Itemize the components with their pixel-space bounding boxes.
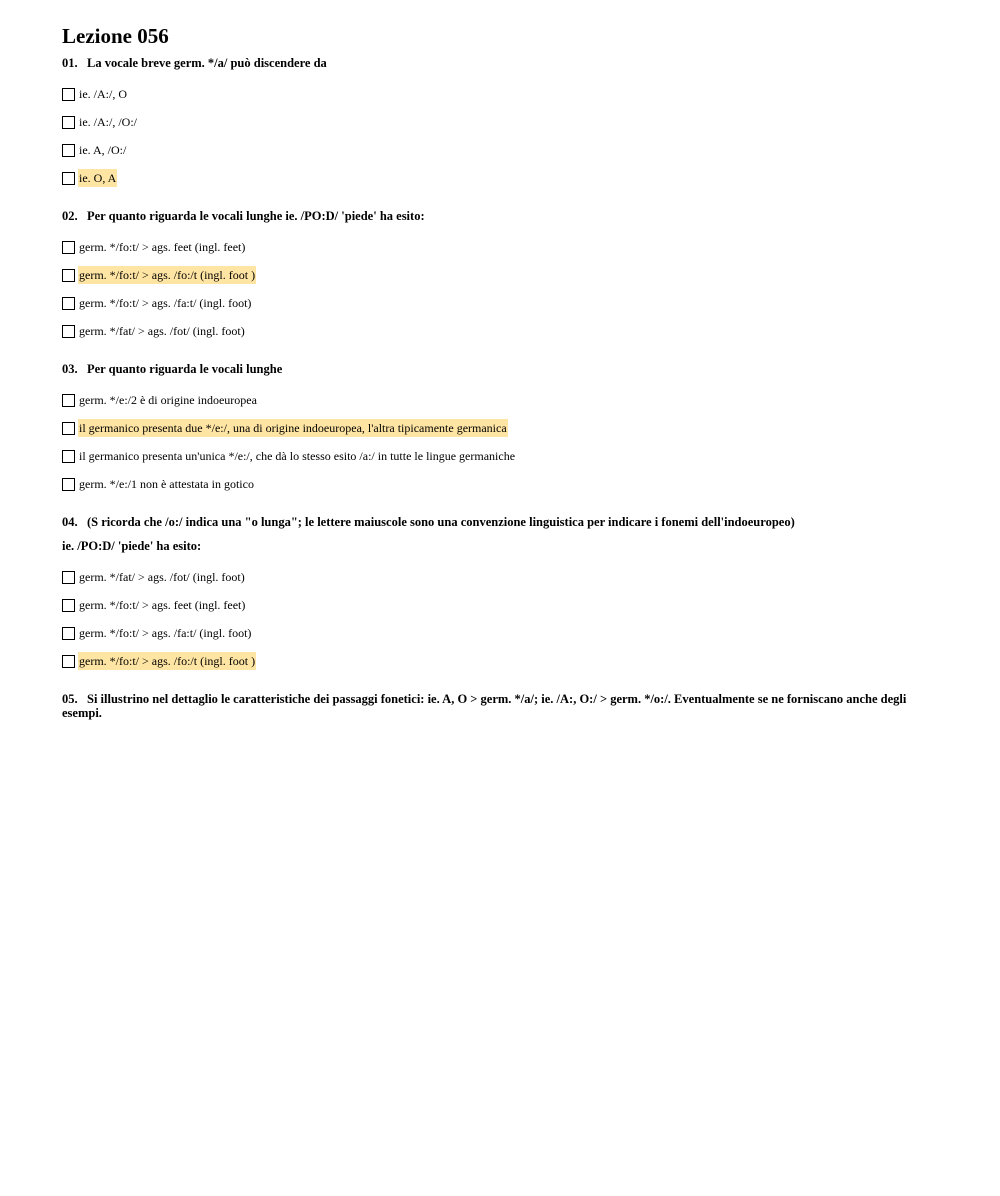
question-prompt: Per quanto riguarda le vocali lunghe ie. /PO:D/ 'piede' ha esito: [87,209,425,223]
answer-option[interactable] [62,108,942,136]
answer-text: germ. */fat/ > ags. /fot/ (ingl. foot) [79,570,245,584]
question-text [62,209,942,223]
answer-text-highlighted: germ. */fo:t/ > ags. /fo:/t (ingl. foot ) [79,268,256,282]
answer-text: germ. */fat/ > ags. /fot/ (ingl. foot) [79,324,245,338]
question-text [62,692,942,720]
answer-option[interactable] [62,261,942,289]
answer-checkbox[interactable] [62,144,75,157]
answer-text-highlighted: il germanico presenta due */e:/, una di origine indoeuropea, l'altra tipicamente germanica [79,421,507,435]
answer-checkbox[interactable] [62,571,75,584]
answer-checkbox[interactable] [62,627,75,640]
question-number: 05. [62,692,78,706]
question-1 [62,56,942,192]
answer-option[interactable] [62,317,942,345]
answer-checkbox[interactable] [62,655,75,668]
answer-checkbox[interactable] [62,325,75,338]
question-number: 03. [62,362,78,376]
answer-checkbox[interactable] [62,297,75,310]
question-prompt: La vocale breve germ. */a/ può discendere da [87,56,327,70]
answer-checkbox[interactable] [62,88,75,101]
answer-option[interactable] [62,442,942,470]
question-number: 01. [62,56,78,70]
question-subtext: ie. /PO:D/ 'piede' ha esito: [62,539,202,553]
answer-text-highlighted: germ. */fo:t/ > ags. /fo:/t (ingl. foot ) [79,654,256,668]
answer-checkbox[interactable] [62,269,75,282]
answer-list [62,80,942,192]
answer-list [62,233,942,345]
page-title: Lezione 056 [62,24,169,48]
answer-option[interactable] [62,591,942,619]
answer-checkbox[interactable] [62,172,75,185]
answer-list [62,386,942,498]
answer-option[interactable] [62,470,942,498]
question-number: 02. [62,209,78,223]
question-prompt: Per quanto riguarda le vocali lunghe [87,362,283,376]
answer-text: ie. A, /O:/ [79,143,127,157]
answer-text: germ. */fo:t/ > ags. /fa:t/ (ingl. foot) [79,296,252,310]
answer-checkbox[interactable] [62,599,75,612]
answer-checkbox[interactable] [62,241,75,254]
question-text [62,56,942,70]
question-text [62,515,942,529]
question-2 [62,209,942,345]
answer-option[interactable] [62,386,942,414]
question-number: 04. [62,515,78,529]
answer-checkbox[interactable] [62,450,75,463]
answer-text: germ. */fo:t/ > ags. feet (ingl. feet) [79,240,246,254]
question-prompt: (S ricorda che /o:/ indica una "o lunga"; le lettere maiuscole sono una convenzione linguistica per indicare i fonemi dell'indoeuropeo) [87,515,795,529]
answer-option[interactable] [62,136,942,164]
document-page [62,22,942,730]
answer-text: germ. */fo:t/ > ags. feet (ingl. feet) [79,598,246,612]
question-text [62,362,942,376]
question-3 [62,362,942,498]
answer-text: germ. */e:/1 non è attestata in gotico [79,477,254,491]
answer-text-highlighted: ie. O, A [79,171,117,185]
answer-checkbox[interactable] [62,422,75,435]
answer-text: germ. */e:/2 è di origine indoeuropea [79,393,257,407]
answer-list [62,563,942,675]
question-4 [62,515,942,675]
answer-option[interactable] [62,619,942,647]
answer-option[interactable] [62,563,942,591]
answer-option[interactable] [62,414,942,442]
answer-checkbox[interactable] [62,478,75,491]
answer-option[interactable] [62,80,942,108]
answer-text: ie. /A:/, O [79,87,127,101]
questions-list [62,56,942,720]
question-prompt: Si illustrino nel dettaglio le caratteristiche dei passaggi fonetici: ie. A, O > germ. */a/; ie. /A:, O:/ > germ. */o:/. Eventualmente se ne forniscano anche degli esempi. [62,692,907,720]
answer-option[interactable] [62,647,942,675]
answer-text: germ. */fo:t/ > ags. /fa:t/ (ingl. foot) [79,626,252,640]
answer-text: ie. /A:/, /O:/ [79,115,137,129]
answer-checkbox[interactable] [62,394,75,407]
answer-option[interactable] [62,233,942,261]
question-5 [62,692,942,720]
answer-checkbox[interactable] [62,116,75,129]
answer-option[interactable] [62,164,942,192]
answer-option[interactable] [62,289,942,317]
answer-text: il germanico presenta un'unica */e:/, che dà lo stesso esito /a:/ in tutte le lingue germaniche [79,449,516,463]
